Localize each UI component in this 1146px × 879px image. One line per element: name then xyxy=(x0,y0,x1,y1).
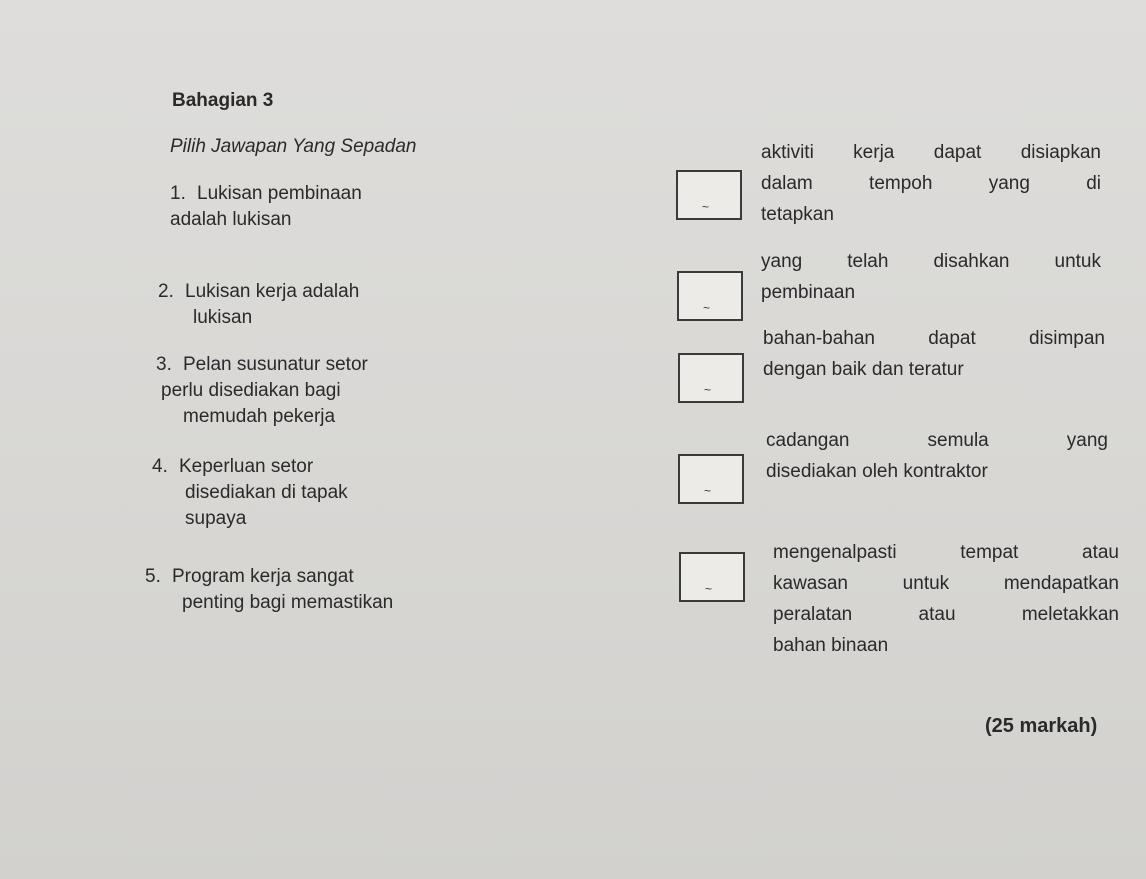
question-1 xyxy=(170,181,362,233)
answer-text: dalam tempoh yang di xyxy=(761,173,1101,194)
answer-option-4 xyxy=(766,425,1108,487)
section-instruction: Pilih Jawapan Yang Sepadan xyxy=(170,136,417,157)
question-number: 3. xyxy=(156,354,172,375)
question-4 xyxy=(152,454,348,532)
box-mark: ~ xyxy=(702,200,710,214)
question-text: adalah lukisan xyxy=(170,209,292,230)
answer-text: aktiviti kerja dapat disiapkan xyxy=(761,142,1101,163)
answer-text: pembinaan xyxy=(761,282,856,303)
answer-box-4[interactable] xyxy=(678,454,744,504)
question-text: supaya xyxy=(185,508,247,529)
question-text: lukisan xyxy=(193,307,253,328)
question-text: Program kerja sangat xyxy=(172,566,354,587)
answer-option-2 xyxy=(761,246,1101,308)
question-text: Lukisan pembinaan xyxy=(197,183,362,204)
box-mark: ~ xyxy=(705,582,713,596)
answer-option-1 xyxy=(761,137,1101,230)
answer-text: bahan binaan xyxy=(773,635,889,656)
question-number: 5. xyxy=(145,566,161,587)
question-text: disediakan di tapak xyxy=(185,482,348,503)
answer-box-1[interactable] xyxy=(676,170,742,220)
answer-text: mengenalpasti tempat atau xyxy=(773,542,1119,563)
question-text: Keperluan setor xyxy=(179,456,314,477)
question-5 xyxy=(145,564,393,616)
answer-text: cadangan semula yang xyxy=(766,430,1108,451)
question-text: perlu disediakan bagi xyxy=(161,380,341,401)
answer-option-5 xyxy=(773,537,1119,661)
answer-box-5[interactable] xyxy=(679,552,745,602)
answer-text: bahan-bahan dapat disimpan xyxy=(763,328,1105,349)
box-mark: ~ xyxy=(704,383,712,397)
question-number: 4. xyxy=(152,456,168,477)
question-2 xyxy=(158,279,359,331)
answer-option-3 xyxy=(763,323,1105,385)
answer-box-2[interactable] xyxy=(677,271,743,321)
total-marks: (25 markah) xyxy=(985,715,1098,737)
question-number: 1. xyxy=(170,183,186,204)
answer-text: yang telah disahkan untuk xyxy=(761,251,1101,272)
answer-text: disediakan oleh kontraktor xyxy=(766,461,988,482)
question-text: Pelan susunatur setor xyxy=(183,354,368,375)
question-3 xyxy=(156,352,368,430)
question-text: memudah pekerja xyxy=(183,406,336,427)
answer-box-3[interactable] xyxy=(678,353,744,403)
box-mark: ~ xyxy=(704,484,712,498)
answer-text: dengan baik dan teratur xyxy=(763,359,964,380)
answer-text: tetapkan xyxy=(761,204,834,225)
section-heading: Bahagian 3 xyxy=(172,90,274,111)
answer-text: kawasan untuk mendapatkan xyxy=(773,573,1119,594)
question-number: 2. xyxy=(158,281,174,302)
question-text: Lukisan kerja adalah xyxy=(185,281,360,302)
box-mark: ~ xyxy=(703,301,711,315)
question-text: penting bagi memastikan xyxy=(182,592,394,613)
answer-text: peralatan atau meletakkan xyxy=(773,604,1119,625)
